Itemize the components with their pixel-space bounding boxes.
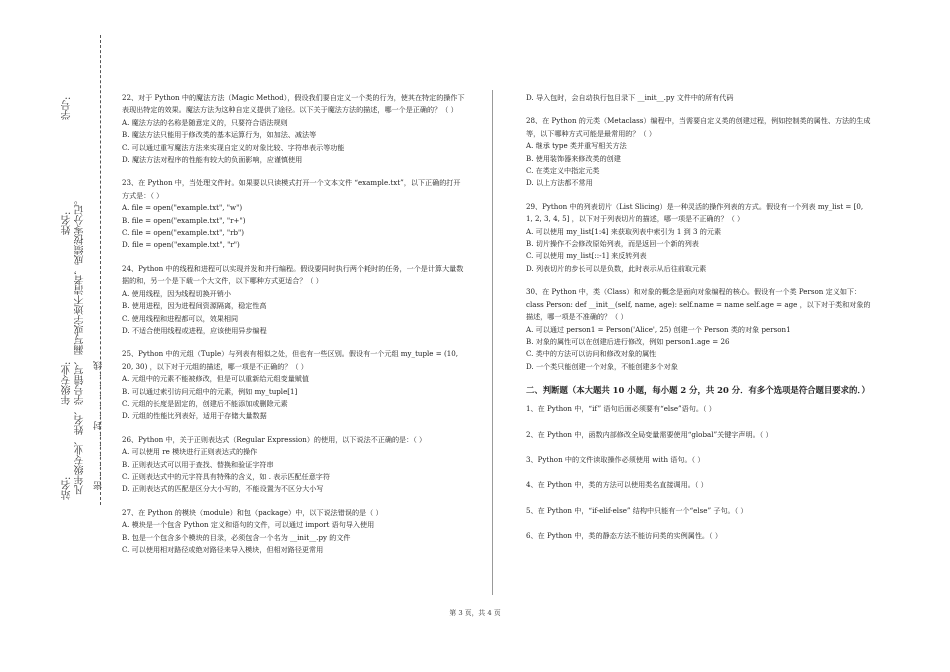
question-block: [526, 115, 871, 189]
binding-margin: [0, 0, 110, 672]
question-block: [122, 263, 467, 337]
answer-option: D. 正则表达式的匹配是区分大小写的，不能设置为不区分大小写: [122, 484, 324, 494]
answer-option: C. 正则表达式中的元字符具有特殊的含义，如 . 表示匹配任意字符: [122, 471, 330, 481]
column-divider: [492, 90, 493, 595]
answer-option: A. 可以使用 my_list[1:4] 来获取列表中索引为 1 到 3 的元素: [526, 226, 722, 236]
answer-option: D. 魔法方法对程序的性能有较大的负面影响，应谨慎使用: [122, 155, 303, 165]
question-stem: 29、Python 中的列表切片（List Slicing）是一种灵活的操作列表的方式。假设有一个列表 my_list = [0, 1, 2, 3, 4, 5] ，以下对于列表切片的描述，哪一项是不正确的？（ ）: [526, 201, 864, 224]
question-block: [122, 92, 467, 166]
left-column: [122, 92, 467, 567]
question-stem: 23、在 Python 中，当处理文件时。如果要以只读模式打开一个文本文件 “example.txt”，以下正确的打开方式是：（ ）: [122, 178, 461, 200]
question-block: [122, 348, 467, 422]
true-false-item: 4、在 Python 中，类的方法可以使用类名直接调用。（ ）: [526, 480, 708, 490]
question-stem: 26、Python 中，关于正则表达式（Regular Expression）的使用，以下说法不正确的是：（ ）: [122, 434, 427, 444]
answer-option: C. 类中的方法可以访问和修改对象的属性: [526, 349, 657, 359]
answer-option: D. 导入包时，会自动执行包目录下 __init__.py 文件中的所有代码: [526, 93, 734, 102]
answer-option: B. 使用进程，因为进程间资源隔离，稳定性高: [122, 301, 267, 311]
student-id-label: 学号:: [62, 96, 73, 120]
answer-option: D. 以上方法都不常用: [526, 178, 593, 188]
question-block: [526, 92, 871, 104]
true-false-item: 2、在 Python 中，函数内部修改全局变量需要使用“global”关键字声明。（ ）: [526, 429, 773, 439]
answer-option: B. 使用装饰器来修改类的创建: [526, 153, 621, 163]
question-block: [526, 201, 871, 275]
true-false-item: 1、在 Python 中，“if” 语句后面必须要有“else”语句。（ ）: [526, 404, 716, 414]
question-stem: 24、Python 中的线程和进程可以实现并发和并行编程。假设要同时执行两个耗时的任务，一个是计算大量数据的和，另一个是下载一个大文件，以下哪种方式更适合？（ ）: [122, 263, 464, 286]
answer-option: B. 可以通过索引访问元组中的元素，例如 my_tuple[1]: [122, 386, 298, 396]
question-stem: 25、Python 中的元组（Tuple）与列表有相似之处，但也有一些区别。假设有一个元组 my_tuple = (10, 20, 30) ，以下对于元组的描述，哪一项是不正确的？（ ）: [122, 349, 458, 371]
answer-option: D. file = open("example.txt", "r"): [122, 240, 240, 250]
answer-option: C. 可以使用相对路径或绝对路径来导入模块，但相对路径更常用: [122, 545, 324, 554]
question-block: [122, 507, 467, 557]
answer-option: A. 可以使用 re 模块进行正则表达式的操作: [122, 447, 258, 457]
answer-option: A. 继承 type 类并重写相关方法: [526, 141, 627, 151]
question-block: [526, 286, 871, 373]
answer-option: D. 元组的性能比列表好，适用于存储大量数据: [122, 411, 267, 421]
answer-option: D. 一个类只能创建一个对象，不能创建多个对象: [526, 361, 678, 371]
answer-option: B. 包是一个包含多个模块的目录，必须包含一个名为 __init__.py 的文件: [122, 532, 351, 542]
answer-option: C. 可以通过重写魔法方法来实现自定义的对象比较、字符串表示等功能: [122, 142, 345, 152]
question-stem: 30、在 Python 中，类（Class）和对象的概念是面向对象编程的核心。假设有一个类 Person 定义如下： class Person: def __init__(self, name, age): self.name = name self.age = age ，以下对于类和对象的描述，哪一项是不准确的？（ ）: [526, 287, 871, 322]
answer-option: C. file = open("example.txt", "rb"): [122, 228, 245, 238]
seal-line-text: 密……………封……………线: [94, 360, 104, 490]
answer-option: C. 元组的长度是固定的，创建后不能添加或删除元素: [122, 398, 288, 408]
question-stem: 28、在 Python 的元类（Metaclass）编程中，当需要自定义类的创建过程，例如控制类的属性、方法的生成等，以下哪种方式可能是最常用的？（ ）: [526, 116, 871, 138]
answer-option: A. file = open("example.txt", "w"): [122, 203, 243, 213]
answer-option: A. 魔法方法的名称是随意定义的，只要符合语法规则: [122, 117, 288, 127]
seal-dashed-line: [100, 35, 101, 505]
answer-option: C. 使用线程和进程都可以，效果相同: [122, 313, 239, 323]
answer-option: D. 不适合使用线程或进程，应该使用异步编程: [122, 325, 267, 335]
answer-option: A. 可以通过 person1 = Person('Alice', 25) 创建一个 Person 类的对象 person1: [526, 324, 791, 334]
answer-option: B. file = open("example.txt", "r+"): [122, 215, 246, 225]
warning-text: 凡年级专业、姓名、学号错写、漏写或字迹不清者，成绩按零分记。: [75, 195, 86, 495]
answer-option: C. 可以使用 my_list[::-1] 来反转列表: [526, 251, 647, 261]
true-false-list: [526, 403, 871, 542]
question-block: [122, 177, 467, 251]
question-stem: 27、在 Python 的模块（module）和包（package）中，以下说法错误的是（ ）: [122, 507, 383, 517]
answer-option: B. 正则表达式可以用于查找、替换和验证字符串: [122, 459, 274, 469]
class-label: 年级专业:: [62, 361, 73, 405]
exam-room-label: 站名:: [62, 476, 73, 500]
answer-option: B. 切片操作不会修改原始列表，而是返回一个新的列表: [526, 239, 699, 249]
question-stem: 22、对于 Python 中的魔法方法（Magic Method），假设我们要自定义一个类的行为，使其在特定的操作下表现出特定的效果。魔法方法为这种自定义提供了途径。以下关于魔法方法的描述，哪一个是正确的？（ ）: [122, 93, 465, 115]
answer-option: B. 对象的属性可以在创建后进行修改，例如 person1.age = 26: [526, 336, 730, 346]
answer-option: A. 元组中的元素不能被修改，但是可以重新给元组变量赋值: [122, 374, 309, 384]
answer-option: A. 使用线程，因为线程切换开销小: [122, 288, 231, 298]
answer-option: C. 在类定义中指定元类: [526, 166, 600, 176]
name-label: 姓名:: [62, 211, 73, 235]
question-block: [122, 434, 467, 496]
true-false-item: 5、在 Python 中，“if-elif-else” 结构中只能有一个“else” 子句。（ ）: [526, 505, 748, 515]
true-false-item: 3、Python 中的文件读取操作必须使用 with 语句。（ ）: [526, 454, 705, 464]
right-questions: [526, 92, 871, 373]
answer-option: A. 模块是一个包含 Python 定义和语句的文件，可以通过 import 语句导入使用: [122, 520, 375, 530]
right-column: [526, 92, 871, 556]
section-two-heading: 二、判断题（本大题共 10 小题，每小题 2 分，共 20 分．有多个选项是符合题目要求的．）: [526, 385, 870, 396]
page-footer: 第 3 页，共 4 页: [449, 609, 501, 617]
answer-option: D. 列表切片的步长可以是负数，此时表示从后往前取元素: [526, 263, 707, 273]
answer-option: B. 魔法方法只能用于修改类的基本运算行为，如加法、减法等: [122, 130, 317, 140]
true-false-item: 6、在 Python 中，类的静态方法不能访问类的实例属性。（ ）: [526, 531, 722, 541]
